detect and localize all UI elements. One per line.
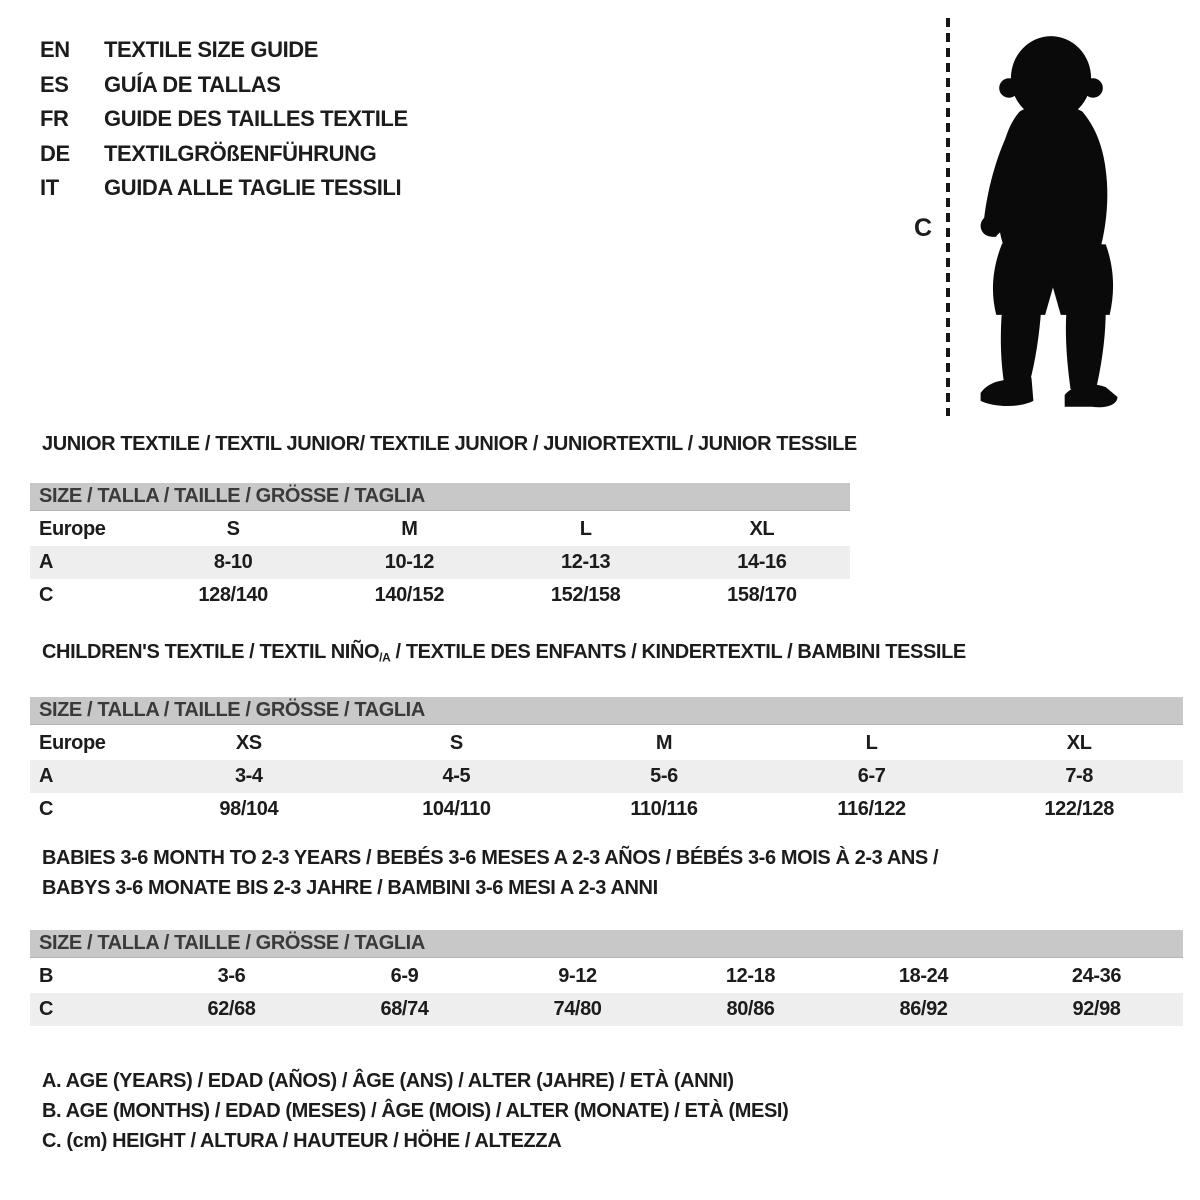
lang-title: GUIDE DES TAILLES TEXTILE bbox=[104, 106, 408, 132]
legend-line-b: B. AGE (MONTHS) / EDAD (MESES) / ÂGE (MOIS) / ALTER (MONATE) / ETÀ (MESI) bbox=[42, 1100, 789, 1122]
height-cell: 68/74 bbox=[380, 998, 429, 1020]
height-cell: 122/128 bbox=[1044, 798, 1114, 820]
height-cell: 80/86 bbox=[726, 998, 775, 1020]
babies-heading-line2: BABYS 3-6 MONATE BIS 2-3 JAHRE / BAMBINI 3-6 MESI A 2-3 ANNI bbox=[42, 877, 658, 899]
heading-text: / TEXTILE DES ENFANTS / KINDERTEXTIL / BAMBINI TESSILE bbox=[390, 641, 966, 663]
row-label: A bbox=[39, 765, 54, 787]
table-row-europe bbox=[30, 727, 1183, 760]
row-label: A bbox=[39, 551, 54, 573]
lang-row-it bbox=[40, 171, 408, 206]
size-cell: M bbox=[655, 732, 673, 754]
age-cell: 7-8 bbox=[1065, 765, 1094, 787]
row-label: Europe bbox=[39, 732, 106, 754]
lang-title: TEXTILGRÖßENFÜHRUNG bbox=[104, 140, 377, 166]
toddler-silhouette-icon bbox=[963, 18, 1139, 420]
age-cell: 14-16 bbox=[737, 551, 787, 573]
babies-heading-line1: BABIES 3-6 MONTH TO 2-3 YEARS / BEBÉS 3-6 MESES A 2-3 AÑOS / BÉBÉS 3-6 MOIS À 2-3 ANS / bbox=[42, 847, 939, 869]
months-cell: 24-36 bbox=[1071, 965, 1122, 987]
row-label: B bbox=[39, 965, 54, 987]
height-cell: 116/122 bbox=[837, 798, 906, 820]
lang-row-es bbox=[40, 68, 408, 103]
legend bbox=[42, 1066, 788, 1156]
age-cell: 5-6 bbox=[650, 765, 678, 787]
lang-title: TEXTILE SIZE GUIDE bbox=[104, 37, 319, 63]
age-cell: 12-13 bbox=[561, 551, 611, 573]
table-row-age bbox=[30, 546, 850, 579]
lang-row-fr bbox=[40, 102, 408, 137]
row-label: C bbox=[39, 584, 54, 606]
lang-title: GUÍA DE TALLAS bbox=[104, 71, 281, 97]
size-cell: S bbox=[449, 732, 463, 754]
row-label: C bbox=[39, 998, 54, 1020]
row-label: C bbox=[39, 798, 54, 820]
children-size-table bbox=[30, 697, 1183, 826]
size-cell: XS bbox=[235, 732, 262, 754]
height-cell: 128/140 bbox=[198, 584, 268, 606]
size-cell: S bbox=[226, 518, 240, 540]
language-title-list bbox=[40, 33, 408, 206]
height-measure-dashed-line bbox=[946, 18, 950, 416]
height-cell: 104/110 bbox=[422, 798, 491, 820]
months-cell: 18-24 bbox=[898, 965, 949, 987]
junior-section-heading: JUNIOR TEXTILE / TEXTIL JUNIOR/ TEXTILE JUNIOR / JUNIORTEXTIL / JUNIOR TESSILE bbox=[42, 433, 857, 455]
age-cell: 3-4 bbox=[234, 765, 263, 787]
table-row-age bbox=[30, 760, 1183, 793]
heading-text: CHILDREN'S TEXTILE / TEXTIL NIÑO bbox=[42, 641, 380, 663]
table-row-height bbox=[30, 993, 1183, 1026]
age-cell: 10-12 bbox=[384, 551, 434, 573]
size-cell: L bbox=[865, 732, 878, 754]
height-cell: 92/98 bbox=[1072, 998, 1121, 1020]
junior-size-table bbox=[30, 483, 850, 612]
lang-code: EN bbox=[40, 37, 70, 63]
table-row-europe bbox=[30, 513, 850, 546]
age-cell: 4-5 bbox=[442, 765, 471, 787]
table-header: SIZE / TALLA / TAILLE / GRÖSSE / TAGLIA bbox=[30, 483, 850, 511]
table-row-months bbox=[30, 960, 1183, 993]
size-cell: XL bbox=[749, 518, 775, 540]
lang-code: DE bbox=[40, 140, 70, 166]
months-cell: 9-12 bbox=[558, 965, 597, 987]
children-section-heading bbox=[42, 641, 966, 664]
lang-code: IT bbox=[40, 175, 59, 201]
height-cell: 140/152 bbox=[374, 584, 445, 606]
table-row-height bbox=[30, 793, 1183, 826]
height-cell: 98/104 bbox=[219, 798, 279, 820]
lang-code: FR bbox=[40, 106, 69, 132]
height-cell: 86/92 bbox=[899, 998, 948, 1020]
lang-row-en bbox=[40, 33, 408, 68]
babies-size-table bbox=[30, 930, 1183, 1026]
table-header: SIZE / TALLA / TAILLE / GRÖSSE / TAGLIA bbox=[30, 697, 1183, 725]
legend-line-a: A. AGE (YEARS) / EDAD (AÑOS) / ÂGE (ANS) / ALTER (JAHRE) / ETÀ (ANNI) bbox=[42, 1070, 734, 1092]
height-measure-label: C bbox=[914, 214, 932, 242]
table-header: SIZE / TALLA / TAILLE / GRÖSSE / TAGLIA bbox=[30, 930, 1183, 958]
row-label: Europe bbox=[39, 518, 106, 540]
height-cell: 74/80 bbox=[553, 998, 602, 1020]
months-cell: 3-6 bbox=[217, 965, 246, 987]
babies-section-heading bbox=[42, 843, 938, 903]
height-cell: 110/116 bbox=[630, 798, 698, 820]
lang-title: GUIDA ALLE TAGLIE TESSILI bbox=[104, 175, 402, 201]
size-cell: M bbox=[401, 518, 418, 540]
size-cell: L bbox=[579, 518, 592, 540]
lang-row-de bbox=[40, 137, 408, 172]
age-cell: 6-7 bbox=[857, 765, 886, 787]
lang-code: ES bbox=[40, 71, 69, 97]
height-cell: 62/68 bbox=[207, 998, 256, 1020]
legend-line-c: C. (cm) HEIGHT / ALTURA / HAUTEUR / HÖHE / ALTEZZA bbox=[42, 1130, 562, 1152]
heading-subscript: /A bbox=[379, 650, 391, 665]
months-cell: 12-18 bbox=[725, 965, 776, 987]
height-cell: 152/158 bbox=[550, 584, 621, 606]
table-row-height bbox=[30, 579, 850, 612]
months-cell: 6-9 bbox=[390, 965, 419, 987]
age-cell: 8-10 bbox=[213, 551, 253, 573]
height-cell: 158/170 bbox=[727, 584, 797, 606]
size-cell: XL bbox=[1066, 732, 1092, 754]
